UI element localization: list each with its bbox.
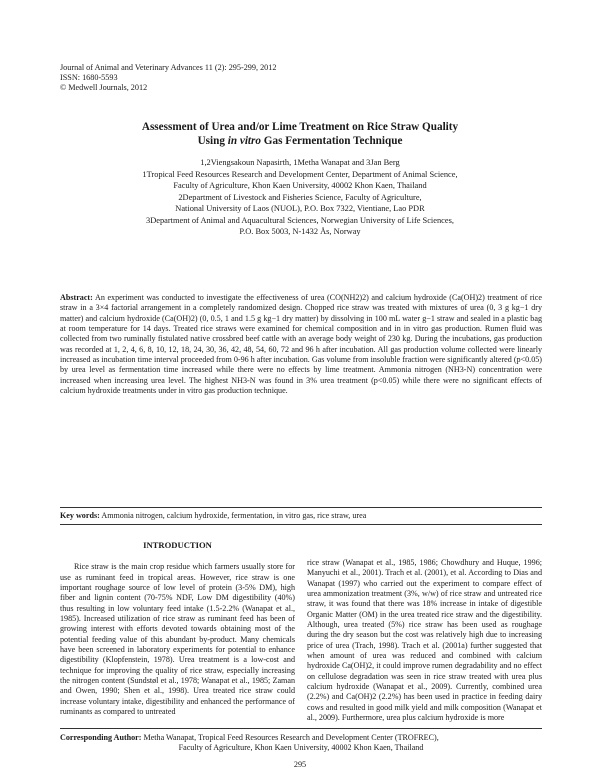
column-left <box>60 537 295 718</box>
keywords-text: Ammonia nitrogen, calcium hydroxide, fermentation, in vitro gas, rice straw, urea <box>99 511 367 520</box>
title-line-2-pre: Using <box>197 135 228 147</box>
affiliation-1a: 1Tropical Feed Resources Research and Development Center, Department of Animal Science, <box>142 169 458 179</box>
journal-issn: ISSN: 1680-5593 <box>60 73 118 83</box>
title-line-2 <box>100 134 500 148</box>
page-number: 295 <box>293 760 307 769</box>
section-heading-introduction: INTRODUCTION <box>143 540 212 550</box>
intro-paragraph-left: Rice straw is the main crop residue which farmers usually store for use as ruminant feed in tropical areas. However, rice straw is one important roughage source of low level of protein (3-5% DM), high fiber and lignin content (70-75% NDF, Low DM digestibility (40%) thus resulting in low voluntary feed intake (1.5-2.2% (Wanapat et al., 1985). Increased utilization of rice straw as ruminant feed has been of growing interest with efforts devoted towards obtaining most of the potential feeding value of this abundant by-product. Many chemicals have been screened in laboratory experiments for potential to enhance digestibility (Klopfenstein, 1978). Urea treatment is a low-cost and technique for improving the quality of rice straw, especially increasing the nitrogen content (Sundstøl et al., 1978; Wanapat et al., 1985; Zaman and Owen, 1990; Shen et al., 1998). Urea treated rice straw could increase voluntary intake, digestibility and enhanced the performance of ruminants as compared to untreated <box>60 562 295 717</box>
intro-paragraph-right: rice straw (Wanapat et al., 1985, 1986; Chowdhury and Huque, 1996; Manyuchi et al., 2001). Trach et al. (2001), et al. According to Dias and Wanapat (1997) who carried out the experiment to compare effect of urea ammonization treatment (3%, w/w) of rice straw and untreated rice straw, it was found that there was 18% increase in intake of digestible Organic Matter (OM) in the urea treated rice straw and the digestibility. Although, urea treated (5%) rice straw has been used as roughage during the dry season but the cost was relatively high due to increasing price of urea (Trach, 1998). Trach et al. (2001a) further suggested that when amount of urea was reduced and combined with calcium hydroxide Ca(OH)2, it could improve rumen degradability and no effect on cellulose degradation was seen in rice straw treated with urea plus calcium hydroxide (Wanapat et al., 2009). Currently, combined urea (2.2%) and Ca(OH)2 (2.2%) has been used in practice in feeding dairy cows and resulted in good milk yield and milk composition (Wanapat et al., 2009). Furthermore, urea plus calcium hydroxide is more <box>307 558 542 723</box>
title-line-2-post: Gas Fermentation Technique <box>261 135 403 147</box>
column-right <box>307 558 542 724</box>
divider-footer <box>60 728 542 729</box>
abstract-label: Abstract: <box>60 293 93 302</box>
affiliation-3a: 3Department of Animal and Aquacultural Sciences, Norwegian University of Life Sciences, <box>146 215 454 225</box>
corresponding-author-label: Corresponding Author: <box>60 733 142 742</box>
corresponding-author-line-1: Metha Wanapat, Tropical Feed Resources Research and Development Center (TROFREC), <box>141 733 439 742</box>
corresponding-author <box>60 733 542 754</box>
title-line-2-italic: in vitro <box>227 135 261 147</box>
authors-block <box>70 157 530 238</box>
keywords <box>60 511 542 521</box>
affiliation-2b: National University of Laos (NUOL), P.O. Box 7322, Vientiane, Lao PDR <box>175 204 425 213</box>
divider-bottom <box>60 524 542 525</box>
affiliation-3b: P.O. Box 5003, N-1432 Ås, Norway <box>239 227 361 236</box>
divider-top <box>60 507 542 508</box>
corresponding-author-line-2: Faculty of Agriculture, Khon Kaen University, 40002 Khon Kaen, Thailand <box>178 743 424 753</box>
journal-citation: Journal of Animal and Veterinary Advances 11 (2): 295-299, 2012 <box>60 63 277 72</box>
paper-title <box>100 120 500 148</box>
journal-info <box>60 63 276 94</box>
keywords-label: Key words: <box>60 511 100 520</box>
journal-copyright: © Medwell Journals, 2012 <box>60 83 148 93</box>
affiliation-1b: Faculty of Agriculture, Khon Kaen University, 40002 Khon Kaen, Thailand <box>173 181 427 190</box>
affiliation-2a: 2Department of Livestock and Fisheries Science, Faculty of Agriculture, <box>178 192 422 202</box>
abstract-text: An experiment was conducted to investigate the effectiveness of urea (CO(NH2)2) and calcium hydroxide (Ca(OH)2) treatment of rice straw in a 3×4 factorial arrangement in a completely randomized design. Chopped rice straw was treated with mixtures of urea (0, 3 g kg−1 dry matter) and calcium hydroxide (Ca(OH)2) (0, 0.5, 1 and 1.5 g kg−1 dry matter) by dissolving in 100 mL water g−1 straw and sealed in a plastic bag at room temperature for 14 days. Treated rice straws were examined for chemical composition and in in vitro gas production. Rumen fluid was collected from two ruminally fistulated native crossbred beef cattle with an average body weight of 230 kg. During the incubations, gas production was recorded at 1, 2, 4, 6, 8, 10, 12, 18, 24, 30, 36, 42, 48, 54, 60, 72 and 96 h after incubation. All gas production volume collected were linearly increased as incubation time interval proceeded from 0-96 h after incubation. Gas volume from insoluble fraction were significantly altered (p<0.05) by urea level as fermentation time increased while there were no effects by lime treatment. Ammonia nitrogen (NH3-N) concentration were increased when increasing urea level. The highest NH3-N was found in 3% urea treatment (p<0.05) while there were no significant effects of calcium hydroxide treatments under in vitro gas production technique. <box>60 293 542 396</box>
title-line-1: Assessment of Urea and/or Lime Treatment on Rice Straw Quality <box>141 121 459 133</box>
author-names: 1,2Viengsakoun Napasirth, 1Metha Wanapat and 3Jan Berg <box>200 158 400 167</box>
abstract <box>60 293 542 396</box>
